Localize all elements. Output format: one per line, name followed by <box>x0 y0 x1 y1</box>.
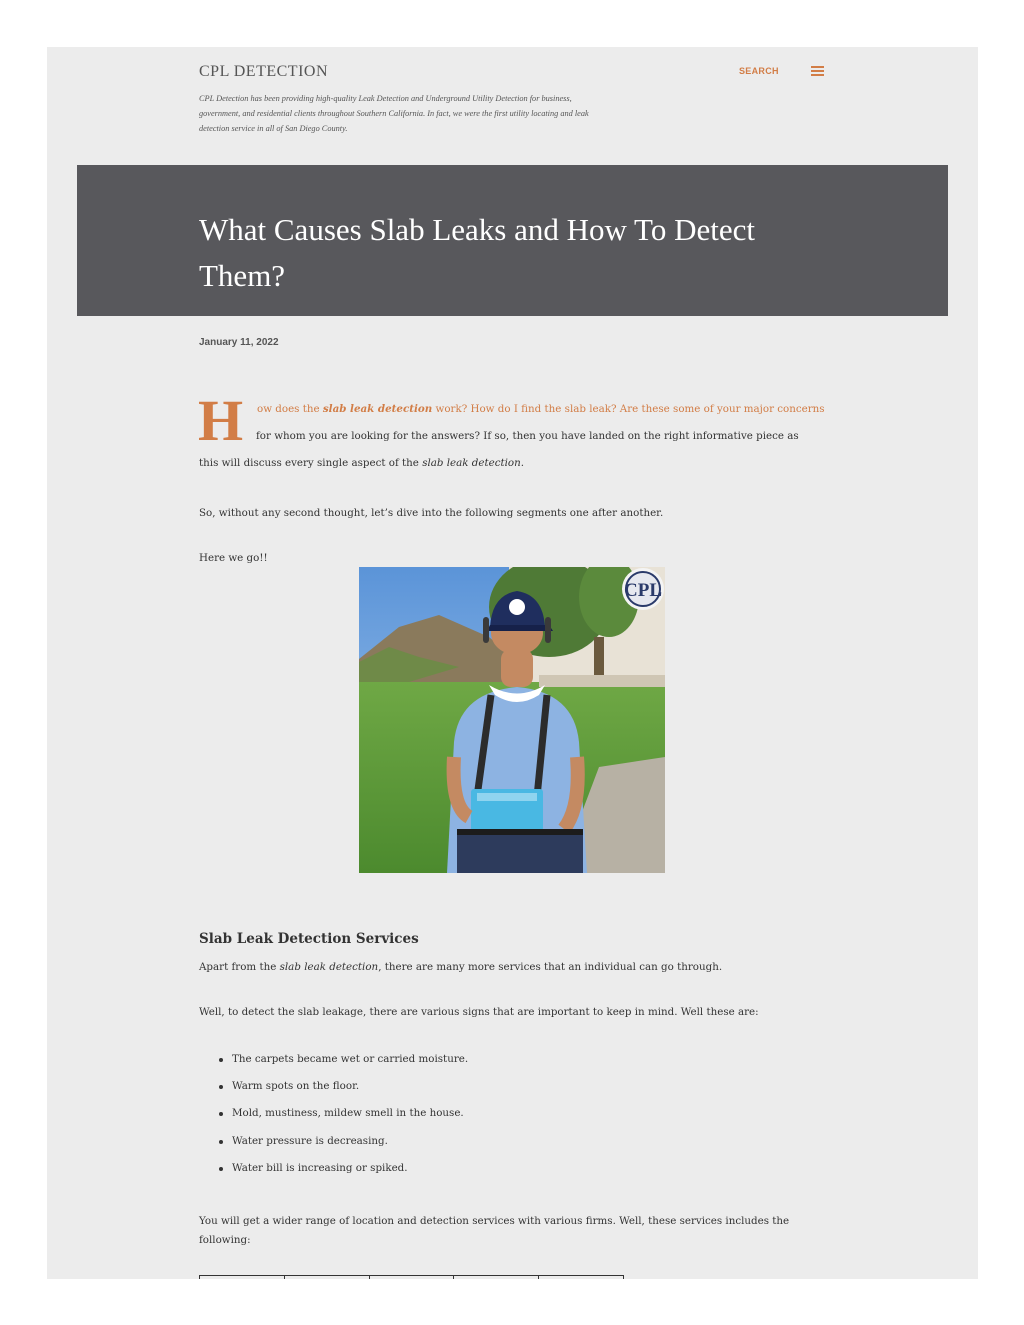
table-cell <box>284 1276 369 1279</box>
services-paragraph-line-2: following: <box>199 1234 251 1246</box>
list-item: Mold, mustiness, mildew smell in the house. <box>217 1107 468 1134</box>
table-cell <box>199 1276 284 1279</box>
hamburger-menu-icon[interactable] <box>811 66 824 76</box>
search-button[interactable]: SEARCH <box>739 66 779 76</box>
list-item: Warm spots on the floor. <box>217 1080 468 1107</box>
section-heading: Slab Leak Detection Services <box>199 931 419 947</box>
table-cell <box>369 1276 454 1279</box>
services-paragraph-line-1: You will get a wider range of location and detection services with various firms. Well, these services includes the <box>199 1215 790 1227</box>
paragraph-dive: So, without any second thought, let’s dive into the following segments one after another. <box>199 507 664 519</box>
slab-leak-detection-link[interactable]: slab leak detection <box>322 403 433 415</box>
cpl-badge-text: CPL <box>624 580 662 601</box>
section-paragraph-1: Apart from the slab leak detection, there are many more services that an individual can go through. <box>199 961 723 973</box>
list-item: Water bill is increasing or spiked. <box>217 1162 468 1189</box>
services-table-top <box>199 1275 624 1279</box>
table-cell <box>538 1276 624 1279</box>
post-title: What Causes Slab Leaks and How To Detect Them? <box>199 212 755 293</box>
site-tagline: CPL Detection has been providing high-quality Leak Detection and Underground Utility Detection for business, government, and residential clients throughout Southern California. In fact, we were the first utility locating and leak detection service in all of San Diego County. <box>199 94 589 133</box>
post-date[interactable]: January 11, 2022 <box>199 337 279 348</box>
paragraph-here-we-go: Here we go!! <box>199 552 268 564</box>
post-hero-banner <box>77 165 948 316</box>
intro-line-3: this will discuss every single aspect of the slab leak detection. <box>199 457 525 469</box>
intro-line-1: ow does the slab leak detection work? How do I find the slab leak? Are these some of your major concerns <box>257 403 825 415</box>
technician-photo[interactable] <box>359 567 665 873</box>
intro-dropcap: H <box>198 388 244 453</box>
signs-list <box>217 1053 468 1189</box>
site-title[interactable]: CPL DETECTION <box>199 63 329 80</box>
technician-photo-illustration <box>359 567 665 873</box>
list-item: Water pressure is decreasing. <box>217 1135 468 1162</box>
list-item: The carpets became wet or carried moisture. <box>217 1053 468 1080</box>
intro-line-2: for whom you are looking for the answers? If so, then you have landed on the right informative piece as <box>256 430 799 442</box>
section-paragraph-2: Well, to detect the slab leakage, there are various signs that are important to keep in mind. Well these are: <box>199 1006 759 1018</box>
page-container <box>47 47 978 1279</box>
table-cell <box>453 1276 538 1279</box>
